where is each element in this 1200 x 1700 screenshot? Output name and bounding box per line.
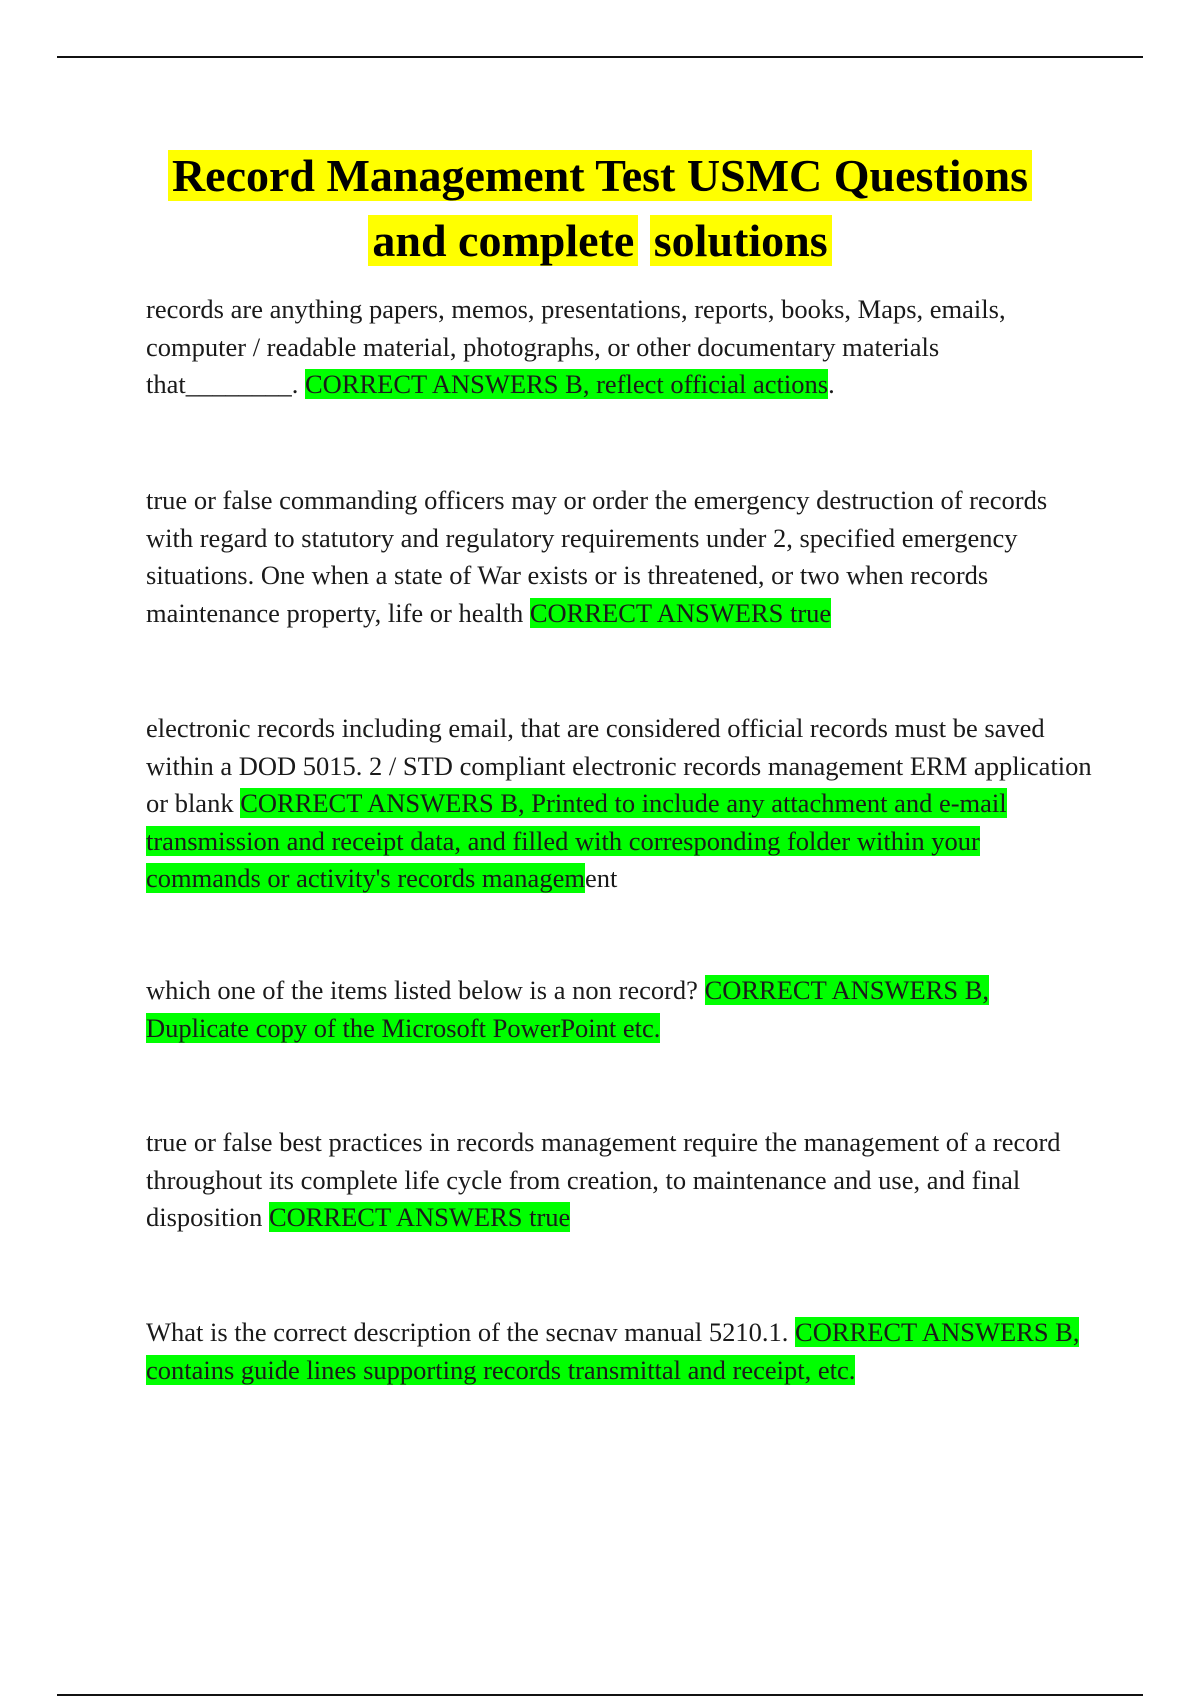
qa-item [146,1124,1096,1237]
correct-answer-highlight: CORRECT ANSWERS B, Printed to include any attachment and e-mail transmission and receipt data, and filled with corresponding folder within your commands or activity's records managem [146,788,1007,893]
correct-answer-highlight: CORRECT ANSWERS B, Duplicate copy of the Microsoft PowerPoint etc. [146,975,990,1043]
title-line-2: and complete [368,215,638,266]
question-tail: . [828,369,835,399]
qa-item [146,972,1096,1047]
correct-answer-highlight: CORRECT ANSWERS true [268,1202,571,1232]
correct-answer-highlight: CORRECT ANSWERS B, reflect official actions [305,369,829,399]
qa-item [146,291,1096,404]
correct-answer-highlight: CORRECT ANSWERS B, contains guide lines supporting records transmittal and receipt, etc. [146,1317,1080,1385]
question-text: which one of the items listed below is a non record? [146,975,705,1005]
question-tail: ent [584,863,618,893]
title-line-2b: solutions [650,215,832,266]
question-text: records are anything papers, memos, presentations, reports, books, Maps, emails, computer / readable material, photographs, or other documentary materials that________. [146,294,1006,399]
title-line-1: Record Management Test USMC Questions [168,150,1032,201]
question-text: electronic records including email, that are considered official records must be saved within a DOD 5015. 2 / STD compliant electronic records management ERM application or blank [146,713,1092,818]
qa-item [146,1314,1096,1389]
bottom-rule [57,1694,1143,1696]
correct-answer-highlight: CORRECT ANSWERS true [529,597,832,628]
question-text: true or false commanding officers may or order the emergency destruction of records with regard to statutory and regulatory requirements under 2, specified emergency situations. One when a state of War exists or is threatened, or two when records maintenance property, life or health [146,485,1048,628]
qa-item [146,710,1096,898]
top-rule [57,56,1143,58]
question-text: What is the correct description of the secnav manual 5210.1. [146,1317,796,1347]
document-title [60,143,1140,273]
qa-item [146,482,1096,632]
question-text: true or false best practices in records management require the management of a record throughout its complete life cycle from creation, to maintenance and use, and final disposition [146,1127,1061,1232]
